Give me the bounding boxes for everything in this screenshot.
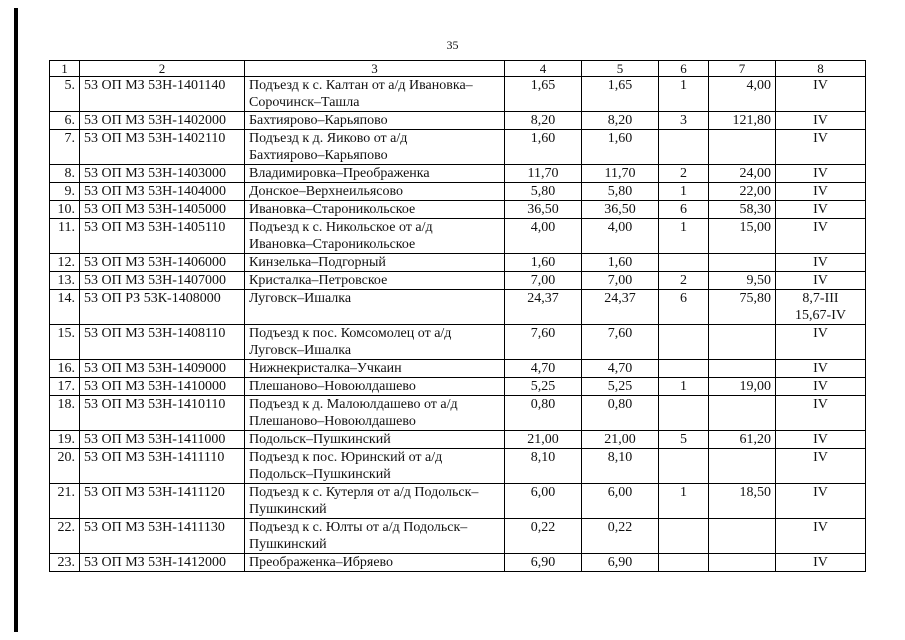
table-row — [50, 396, 866, 431]
road-register-table — [49, 60, 866, 572]
row-number-cell: 9. — [50, 183, 80, 201]
bridge-length-cell — [709, 130, 776, 165]
row-number-cell: 11. — [50, 219, 80, 254]
road-code-cell: 53 ОП МЗ 53Н-1403000 — [80, 165, 245, 183]
category-cell: IV — [776, 431, 866, 449]
road-name-cell: Подъезд к д. Малоюлдашево от а/д Плешаново–Новоюлдашево — [245, 396, 505, 431]
bridge-count-cell: 6 — [659, 201, 709, 219]
road-code-cell: 53 ОП МЗ 53Н-1405000 — [80, 201, 245, 219]
bridge-count-cell: 6 — [659, 290, 709, 325]
category-cell: IV — [776, 219, 866, 254]
road-code-cell: 53 ОП МЗ 53Н-1410000 — [80, 378, 245, 396]
row-number-cell: 19. — [50, 431, 80, 449]
road-name-cell: Подъезд к пос. Юринский от а/д Подольск–Пушкинский — [245, 449, 505, 484]
length-hard-surface-cell: 5,80 — [582, 183, 659, 201]
road-name-cell: Подъезд к д. Яиково от а/д Бахтиярово–Карьяпово — [245, 130, 505, 165]
road-name-cell: Подъезд к с. Юлты от а/д Подольск– Пушкинский — [245, 519, 505, 554]
category-cell: IV — [776, 519, 866, 554]
length-cell: 1,60 — [505, 130, 582, 165]
road-name-cell: Кинзелька–Подгорный — [245, 254, 505, 272]
road-code-cell: 53 ОП МЗ 53Н-1410110 — [80, 396, 245, 431]
length-cell: 1,60 — [505, 254, 582, 272]
bridge-length-cell: 18,50 — [709, 484, 776, 519]
row-number-cell: 16. — [50, 360, 80, 378]
category-cell: IV — [776, 449, 866, 484]
bridge-length-cell: 61,20 — [709, 431, 776, 449]
bridge-count-cell: 1 — [659, 183, 709, 201]
category-cell: IV — [776, 396, 866, 431]
row-number-cell: 15. — [50, 325, 80, 360]
table-row — [50, 112, 866, 130]
category-cell: IV — [776, 165, 866, 183]
length-hard-surface-cell: 11,70 — [582, 165, 659, 183]
bridge-count-cell: 1 — [659, 378, 709, 396]
length-cell: 24,37 — [505, 290, 582, 325]
row-number-cell: 12. — [50, 254, 80, 272]
length-cell: 5,80 — [505, 183, 582, 201]
table-row — [50, 449, 866, 484]
table-row — [50, 130, 866, 165]
bridge-length-cell — [709, 254, 776, 272]
road-code-cell: 53 ОП МЗ 53Н-1411130 — [80, 519, 245, 554]
length-hard-surface-cell: 1,65 — [582, 77, 659, 112]
road-name-cell: Подольск–Пушкинский — [245, 431, 505, 449]
table-row — [50, 290, 866, 325]
row-number-cell: 18. — [50, 396, 80, 431]
category-cell: IV — [776, 484, 866, 519]
road-name-cell: Ивановка–Староникольское — [245, 201, 505, 219]
length-cell: 8,10 — [505, 449, 582, 484]
road-name-cell: Луговск–Ишалка — [245, 290, 505, 325]
bridge-count-cell — [659, 396, 709, 431]
category-cell: IV — [776, 254, 866, 272]
length-hard-surface-cell: 21,00 — [582, 431, 659, 449]
length-cell: 6,00 — [505, 484, 582, 519]
road-code-cell: 53 ОП МЗ 53Н-1411000 — [80, 431, 245, 449]
road-name-cell: Владимировка–Преображенка — [245, 165, 505, 183]
length-cell: 4,70 — [505, 360, 582, 378]
road-code-cell: 53 ОП МЗ 53Н-1409000 — [80, 360, 245, 378]
header-cell: 7 — [709, 61, 776, 77]
bridge-count-cell: 5 — [659, 431, 709, 449]
category-cell: IV — [776, 378, 866, 396]
length-hard-surface-cell: 4,70 — [582, 360, 659, 378]
row-number-cell: 23. — [50, 554, 80, 572]
row-number-cell: 22. — [50, 519, 80, 554]
length-cell: 4,00 — [505, 219, 582, 254]
table-row — [50, 431, 866, 449]
length-hard-surface-cell: 6,90 — [582, 554, 659, 572]
row-number-cell: 13. — [50, 272, 80, 290]
table-row — [50, 183, 866, 201]
table-row — [50, 219, 866, 254]
length-hard-surface-cell: 4,00 — [582, 219, 659, 254]
length-cell: 8,20 — [505, 112, 582, 130]
table-row — [50, 272, 866, 290]
length-hard-surface-cell: 1,60 — [582, 130, 659, 165]
road-code-cell: 53 ОП МЗ 53Н-1408110 — [80, 325, 245, 360]
length-hard-surface-cell: 8,20 — [582, 112, 659, 130]
road-name-cell: Нижнекристалка–Учкаин — [245, 360, 505, 378]
header-cell: 1 — [50, 61, 80, 77]
length-hard-surface-cell: 5,25 — [582, 378, 659, 396]
header-cell: 2 — [80, 61, 245, 77]
table-row — [50, 325, 866, 360]
road-code-cell: 53 ОП МЗ 53Н-1411120 — [80, 484, 245, 519]
row-number-cell: 14. — [50, 290, 80, 325]
road-code-cell: 53 ОП МЗ 53Н-1412000 — [80, 554, 245, 572]
category-cell: IV — [776, 554, 866, 572]
length-hard-surface-cell: 7,60 — [582, 325, 659, 360]
row-number-cell: 17. — [50, 378, 80, 396]
table-row — [50, 165, 866, 183]
table-body — [50, 61, 866, 572]
length-hard-surface-cell: 1,60 — [582, 254, 659, 272]
bridge-length-cell — [709, 449, 776, 484]
category-cell: IV — [776, 130, 866, 165]
length-cell: 7,60 — [505, 325, 582, 360]
bridge-count-cell — [659, 519, 709, 554]
bridge-count-cell — [659, 254, 709, 272]
bridge-count-cell — [659, 449, 709, 484]
category-cell: IV — [776, 112, 866, 130]
category-cell: 8,7-III 15,67-IV — [776, 290, 866, 325]
row-number-cell: 6. — [50, 112, 80, 130]
row-number-cell: 21. — [50, 484, 80, 519]
page-number: 35 — [446, 38, 459, 52]
road-code-cell: 53 ОП МЗ 53Н-1401140 — [80, 77, 245, 112]
bridge-length-cell: 22,00 — [709, 183, 776, 201]
table-row — [50, 484, 866, 519]
row-number-cell: 5. — [50, 77, 80, 112]
length-hard-surface-cell: 0,22 — [582, 519, 659, 554]
road-name-cell: Плешаново–Новоюлдашево — [245, 378, 505, 396]
header-cell: 4 — [505, 61, 582, 77]
road-code-cell: 53 ОП МЗ 53Н-1406000 — [80, 254, 245, 272]
header-cell: 6 — [659, 61, 709, 77]
length-cell: 0,22 — [505, 519, 582, 554]
table-row — [50, 254, 866, 272]
road-name-cell: Бахтиярово–Карьяпово — [245, 112, 505, 130]
bridge-count-cell: 1 — [659, 484, 709, 519]
length-hard-surface-cell: 7,00 — [582, 272, 659, 290]
road-code-cell: 53 ОП МЗ 53Н-1411110 — [80, 449, 245, 484]
length-hard-surface-cell: 6,00 — [582, 484, 659, 519]
category-cell: IV — [776, 272, 866, 290]
category-cell: IV — [776, 201, 866, 219]
road-name-cell: Подъезд к с. Кутерля от а/д Подольск– Пушкинский — [245, 484, 505, 519]
bridge-count-cell — [659, 325, 709, 360]
road-code-cell: 53 ОП МЗ 53Н-1407000 — [80, 272, 245, 290]
road-name-cell: Донское–Верхнеильясово — [245, 183, 505, 201]
bridge-length-cell: 75,80 — [709, 290, 776, 325]
road-code-cell: 53 ОП МЗ 53Н-1404000 — [80, 183, 245, 201]
road-name-cell: Кристалка–Петровское — [245, 272, 505, 290]
bridge-count-cell — [659, 554, 709, 572]
bridge-count-cell — [659, 130, 709, 165]
bridge-count-cell: 1 — [659, 77, 709, 112]
road-name-cell: Подъезд к с. Никольское от а/д Ивановка–Староникольское — [245, 219, 505, 254]
row-number-cell: 8. — [50, 165, 80, 183]
table-header-row — [50, 61, 866, 77]
table-row — [50, 519, 866, 554]
category-cell: IV — [776, 183, 866, 201]
header-cell: 5 — [582, 61, 659, 77]
length-cell: 0,80 — [505, 396, 582, 431]
bridge-length-cell: 9,50 — [709, 272, 776, 290]
bridge-count-cell: 1 — [659, 219, 709, 254]
table-row — [50, 554, 866, 572]
length-cell: 5,25 — [505, 378, 582, 396]
bridge-length-cell: 19,00 — [709, 378, 776, 396]
bridge-length-cell — [709, 396, 776, 431]
road-code-cell: 53 ОП МЗ 53Н-1402000 — [80, 112, 245, 130]
bridge-length-cell — [709, 325, 776, 360]
row-number-cell: 20. — [50, 449, 80, 484]
length-cell: 7,00 — [505, 272, 582, 290]
road-code-cell: 53 ОП МЗ 53Н-1402110 — [80, 130, 245, 165]
road-name-cell: Преображенка–Ибряево — [245, 554, 505, 572]
bridge-count-cell — [659, 360, 709, 378]
length-hard-surface-cell: 8,10 — [582, 449, 659, 484]
bridge-length-cell — [709, 554, 776, 572]
bridge-length-cell: 4,00 — [709, 77, 776, 112]
header-cell: 8 — [776, 61, 866, 77]
bridge-length-cell: 58,30 — [709, 201, 776, 219]
road-code-cell: 53 ОП РЗ 53К-1408000 — [80, 290, 245, 325]
length-cell: 21,00 — [505, 431, 582, 449]
bridge-length-cell: 121,80 — [709, 112, 776, 130]
road-name-cell: Подъезд к с. Калтан от а/д Ивановка– Сорочинск–Ташла — [245, 77, 505, 112]
table-row — [50, 77, 866, 112]
bridge-length-cell: 15,00 — [709, 219, 776, 254]
length-hard-surface-cell: 24,37 — [582, 290, 659, 325]
bridge-count-cell: 2 — [659, 165, 709, 183]
bridge-count-cell: 2 — [659, 272, 709, 290]
table-row — [50, 201, 866, 219]
page-binding-rule — [14, 8, 18, 632]
length-cell: 11,70 — [505, 165, 582, 183]
bridge-length-cell — [709, 519, 776, 554]
header-cell: 3 — [245, 61, 505, 77]
length-cell: 6,90 — [505, 554, 582, 572]
table-row — [50, 378, 866, 396]
bridge-length-cell: 24,00 — [709, 165, 776, 183]
category-cell: IV — [776, 360, 866, 378]
category-cell: IV — [776, 325, 866, 360]
category-cell: IV — [776, 77, 866, 112]
row-number-cell: 10. — [50, 201, 80, 219]
length-cell: 36,50 — [505, 201, 582, 219]
bridge-length-cell — [709, 360, 776, 378]
table-row — [50, 360, 866, 378]
road-name-cell: Подъезд к пос. Комсомолец от а/д Луговск–Ишалка — [245, 325, 505, 360]
bridge-count-cell: 3 — [659, 112, 709, 130]
length-hard-surface-cell: 0,80 — [582, 396, 659, 431]
row-number-cell: 7. — [50, 130, 80, 165]
length-cell: 1,65 — [505, 77, 582, 112]
length-hard-surface-cell: 36,50 — [582, 201, 659, 219]
road-code-cell: 53 ОП МЗ 53Н-1405110 — [80, 219, 245, 254]
